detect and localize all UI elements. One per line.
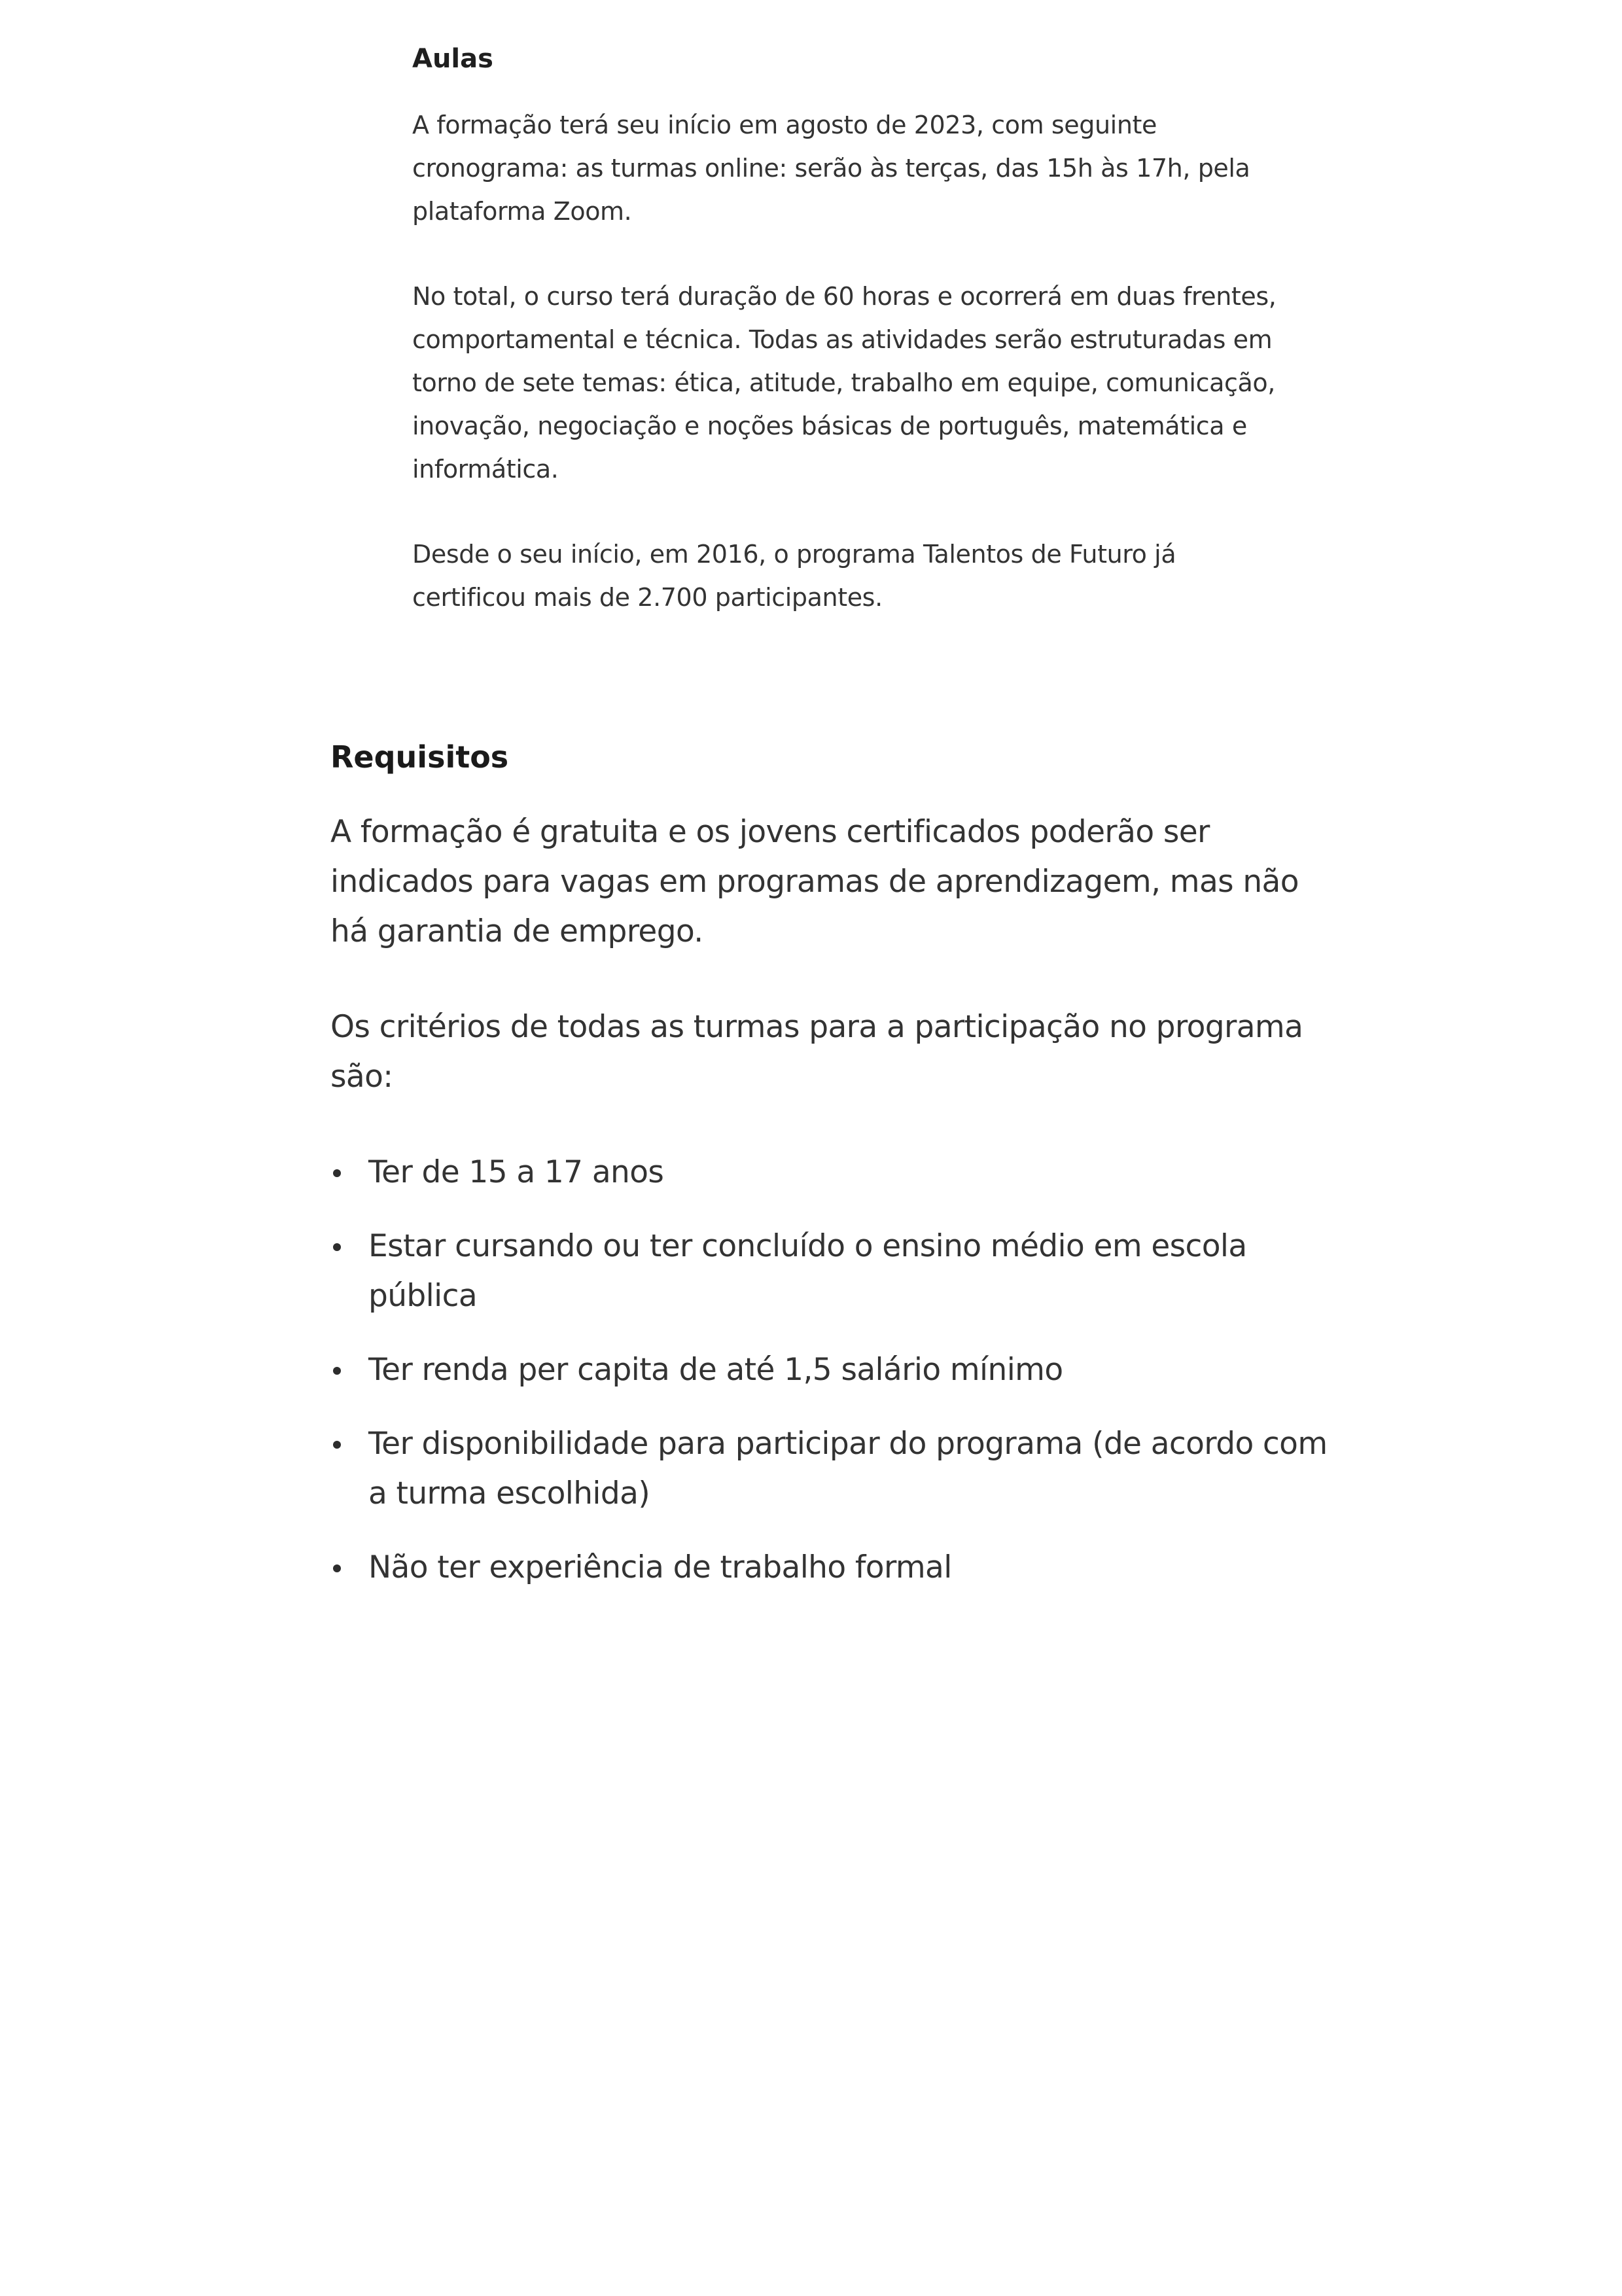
criterion-text: Não ter experiência de trabalho formal (368, 1549, 952, 1585)
bullet-icon (333, 1169, 341, 1177)
criteria-intro: Os critérios de todas as turmas para a participação no programa são: (330, 1009, 1303, 1095)
aulas-paragraph-duration: No total, o curso terá duração de 60 horas e ocorrerá em duas frentes, comportamental e técnica. Todas as atividades serão estruturadas em torno de sete temas: ética, atitude, trabalho em equipe, comunicação, inovação, negociação e noções básicas de português, matemática e informática. (412, 282, 1277, 484)
criteria-list (330, 1148, 1338, 1593)
list-item (330, 1543, 1338, 1593)
requisitos-section (330, 735, 1338, 1617)
requisitos-heading: Requisitos (330, 739, 509, 775)
bullet-icon (333, 1243, 341, 1251)
aulas-paragraph-schedule: A formação terá seu início em agosto de 2023, com seguinte cronograma: as turmas online: serão às terças, das 15h às 17h, pela plataforma Zoom. (412, 111, 1250, 226)
bullet-icon (333, 1441, 341, 1449)
bullet-icon (333, 1367, 341, 1375)
criterion-text: Ter renda per capita de até 1,5 salário mínimo (368, 1352, 1063, 1388)
requisitos-intro: A formação é gratuita e os jovens certificados poderão ser indicados para vagas em programas de aprendizagem, mas não há garantia de emprego. (330, 814, 1299, 949)
list-item (330, 1148, 1338, 1197)
list-item (330, 1419, 1338, 1519)
criterion-text: Ter de 15 a 17 anos (368, 1154, 664, 1190)
aulas-paragraph-history: Desde o seu início, em 2016, o programa Talentos de Futuro já certificou mais de 2.700 participantes. (412, 540, 1176, 612)
list-item (330, 1222, 1338, 1321)
aulas-section (412, 41, 1289, 661)
criterion-text: Estar cursando ou ter concluído o ensino médio em escola pública (368, 1228, 1247, 1314)
list-item (330, 1345, 1338, 1395)
criterion-text: Ter disponibilidade para participar do programa (de acordo com a turma escolhida) (368, 1426, 1328, 1511)
aulas-heading: Aulas (412, 44, 493, 74)
bullet-icon (333, 1564, 341, 1572)
